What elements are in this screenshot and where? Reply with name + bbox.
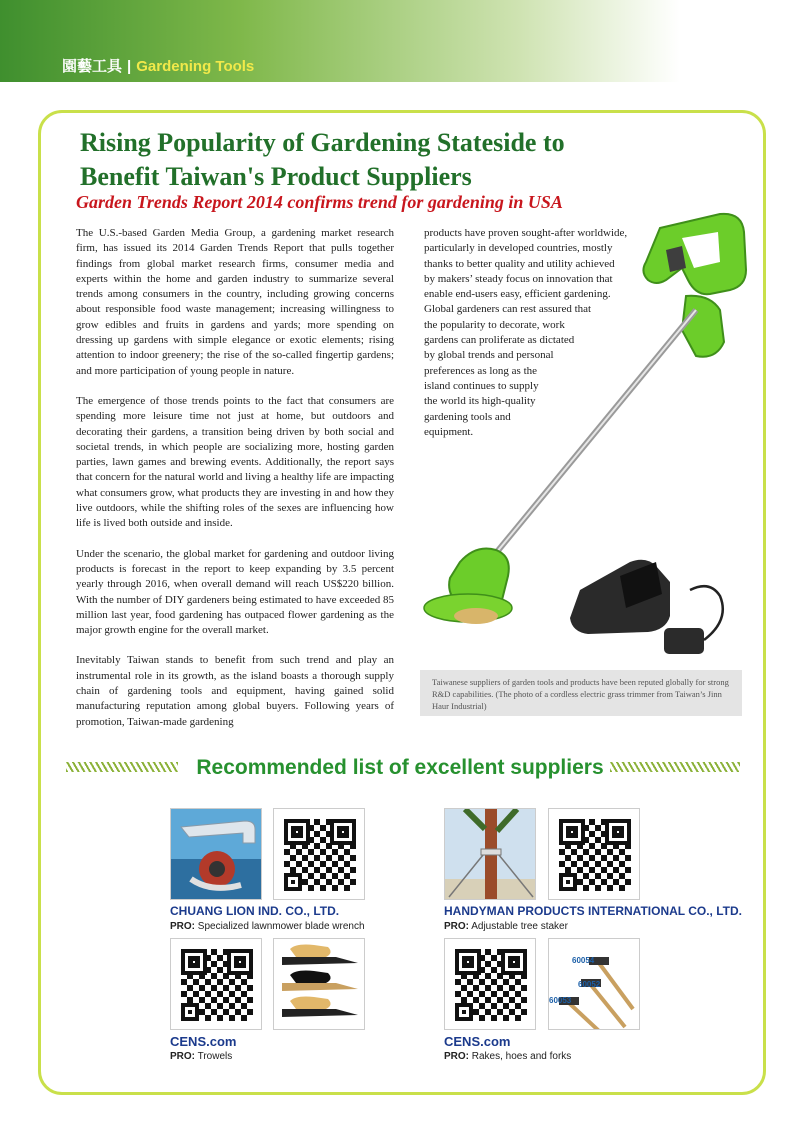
text-line: preferences as long as the [424,364,538,377]
supplier-name[interactable]: CENS.com [444,1034,511,1049]
text-line: the world its high-quality [424,395,536,408]
supplier-product [444,1051,571,1062]
photo-caption: Taiwanese suppliers of garden tools and products have been reputed globally for strong R&D capabilities. (The photo of a cordless electric grass trimmer from Taiwan’s Jinn Haur Industrial) [420,670,742,716]
paragraph: Inevitably Taiwan stands to benefit from such trend and play an instrumental role in its growth, as the island boasts a thorough supply chain of gardening tools and equipment, having gained solid manufacturing reputation among global buyers. Following years of promotion, Taiwan-made gardening [76,654,394,728]
article-body-left [76,226,394,745]
product-text: Rakes, hoes and forks [469,1051,572,1062]
article-subtitle: Garden Trends Report 2014 confirms trend for gardening in USA [76,192,563,212]
supplier-product [170,1051,232,1062]
supplier-name[interactable]: HANDYMAN PRODUCTS INTERNATIONAL CO., LTD. [444,904,742,918]
product-tag: 60053 [549,996,572,1005]
product-text: Specialized lawnmower blade wrench [195,921,365,932]
article-title: Rising Popularity of Gardening Stateside to Benefit Taiwan's Product Suppliers [80,128,565,191]
cens-trowels-qr-code[interactable] [170,938,262,1030]
text-line: enable end-users easy, efficient gardening. [424,288,611,301]
text-line: by makers’ steady focus on innovation that [424,272,613,285]
cens-rakes-qr-code[interactable] [444,938,536,1030]
suppliers-heading: Recommended list of excellent suppliers [196,756,604,779]
section-label-zh: 園藝工具 [62,58,123,75]
text-line: particularly in developed countries, mostly [424,242,613,255]
product-text: Adjustable tree staker [469,921,568,932]
wrench-icon [171,809,262,900]
product-text: Trowels [195,1051,233,1062]
supplier-name[interactable]: CENS.com [170,1034,237,1049]
supplier-product [170,921,365,932]
text-line: products have proven sought-after worldwide, [424,227,628,239]
text-line: Global gardeners can rest assured that [424,303,592,316]
text-line: the popularity to decorate, work [424,318,565,331]
handyman-qr-code[interactable] [548,808,640,900]
text-line: gardens can proliferate as dictated [424,334,575,347]
text-line: equipment. [424,425,474,438]
supplier-product [444,921,568,932]
text-line: thanks to better quality and utility achieved [424,257,615,270]
section-label-en: Gardening Tools [136,58,255,75]
text-line: by global trends and personal [424,349,554,362]
trowel-icon [274,939,365,1030]
text-line: gardening tools and [424,410,511,423]
wrench-product-photo [170,808,262,900]
pro-label: PRO: [444,1051,469,1062]
chuang-lion-qr-code[interactable] [273,808,365,900]
text-line: island continues to supply [424,379,539,392]
tree-staker-photo [444,808,536,900]
pro-label: PRO: [170,921,195,932]
pro-label: PRO: [444,921,469,932]
decorative-hatch-left [66,762,178,772]
decorative-hatch-right [610,762,740,772]
paragraph: The emergence of those trends points to the fact that consumers are spending more leisure time not just at home, but outdoors and decorating their gardens, a transition being driven by both social and societal trends, in which people are socializing more, hosting garden parties, lawn games and brewing events. Additionally, the report says that concern for the natural world and living a healthy life are impacting what consumers grow, what products they are investing in and how they live outdoors, while the shifting roles of the sexes are influencing how life is lived both outside and inside. [76,394,394,530]
pro-label: PRO: [170,1051,195,1062]
section-separator: | [127,58,132,75]
tree-icon [445,809,536,900]
product-tag: 60052 [578,980,601,989]
paragraph: Under the scenario, the global market for gardening and outdoor living products is forecast in the report to keep expanding by 3.5 percent yearly through 2016, when overall demand will reach US$220 billion. With the number of DIY gardeners being estimated to have exceeded 85 million last year, food gardening has outpaced flower gardening as the major growth engine for the overall market. [76,547,394,637]
supplier-name[interactable]: CHUANG LION IND. CO., LTD. [170,904,340,918]
product-tag: 60054 [572,956,595,965]
section-label [62,55,254,76]
article-body-right [424,226,634,440]
trowels-product-photo [273,938,365,1030]
paragraph: The U.S.-based Garden Media Group, a gardening market research firm, has issued its 2014 Garden Trends Report that pulls together findings from global market research firms, consumer media and experts within the home and garden industry to summarize several trends among consumers in the country, including growing concerns about responsible food waste management; increasing willingness to grow edibles and fruits in gardens and yards; more spending on dressing up gardens with simple elegance or exotic elements; rising attention to indoor greenery; the rise of the so-called fingertip gardens; and more participation of young people in nature. [76,227,394,377]
